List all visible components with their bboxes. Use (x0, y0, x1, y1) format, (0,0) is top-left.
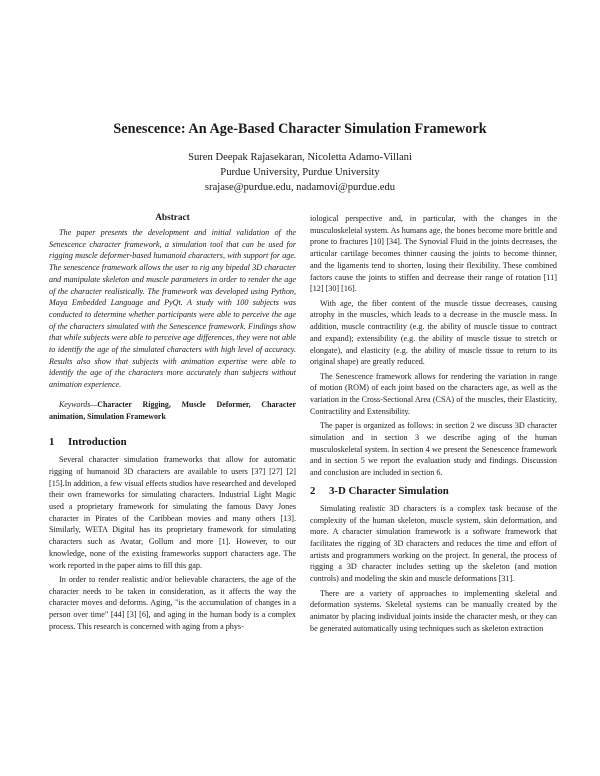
right-column (310, 213, 557, 637)
intro-paragraph-2: In order to render realistic and/or believable characters, the age of the character needs to be taken in consideration, as it affects the way the character moves and deforms. Aging, "is the accumulation of changes in a person over time" [44] [3] [6], and aging in the human body is a complex process. This research is concerned with aging from a phys- (49, 575, 296, 631)
section-title: 3-D Character Simulation (329, 484, 449, 497)
sim-paragraph-2: There are a variety of approaches to implementing skeletal and deformation systems. Skeletal systems can be manually created by the animator by placing individual joints inside the character mesh, or they can be generated automatically using techniques such as skeleton extraction (310, 588, 557, 633)
section-number: 2 (310, 484, 316, 497)
intro-paragraph-5: The paper is organized as follows: in section 2 we discuss 3D character simulation and in section 3 we describe aging of the human musculoskeletal system. In section 4 we present the Senescence framework and in section 5 we report the evaluation study and findings. Discussion and conclusion are included in section 6. (310, 421, 557, 478)
abstract-text: The paper presents the development and initial validation of the Senescence character framework, a simulation tool that can be used for rigging muscle deformer-based humanoid characters, with support for age. The senescence framework allows the user to rig any bipedal 3D character and manipulate skeleton and muscle parameters in order to render the age of the character realistically. The framework was developed using Python, Maya Embedded Language and PyQt. A study with 100 subjects was conducted to determine whether participants were able to perceive the age of the characters simulated with the Senescence framework. Findings show that while subjects were able to perceive age differences, they were not able to identify the age of the simulated characters with high level of accuracy. Results also show that subjects with animation expertise were able to identify the age of the characters more accurately than subjects without animation experience. (49, 228, 296, 390)
author-emails: srajase@purdue.edu, nadamovi@purdue.edu (204, 182, 396, 194)
intro-paragraph-4: The Senescence framework allows for rendering the variation in range of motion (ROM) of each joint based on the characters age, as well as the variation in the Cross-Sectional Area (CSA) of the muscles, their Elasticity, Contractility and Extensibility. (310, 371, 557, 416)
keywords-label: Keywords— (59, 399, 98, 409)
sim-paragraph-1: Simulating realistic 3D characters is a complex task because of the complexity of the human skeleton, muscle system, skin deformation, and more. A character simulation framework is a software framework that facilitates the rigging of 3D characters and reduces the time and effort of artists and programmers working on the project. In general, the process of rigging a 3D character includes setting up the skeleton (and motion controls) and modeling the skin and muscle deformations [31]. (310, 503, 557, 584)
section-title: Introduction (68, 436, 127, 449)
keywords-text: Character Rigging, Muscle Deformer, Character animation, Simulation Framework (49, 399, 296, 421)
author-affiliation: Purdue University, Purdue University (220, 167, 380, 179)
intro-paragraph-3: With age, the fiber content of the muscle tissue decreases, causing atrophy in the muscles, which leads to a decrease in the muscle mass. In addition, muscle contractility (e.g. the ability of muscle tissue to contract and expand); extensibility (e.g. the ability of muscle tissue to stretch or elongate), and elasticity (e.g. the ability of muscle tissue to return to its original shape) are greatly reduced. (310, 298, 557, 367)
intro-paragraph-2-continued: iological perspective and, in particular, with the changes in the musculoskeletal system. As humans age, the bones become more brittle and prone to fractures [10] [34]. The Synovial Fluid in the joints decreases, the articular cartilage becomes thinner causing the joints to become thinner, and the ligaments tend to shorten, losing their flexibility. These combined factors cause the joints to stiffen and decrease their range of rotation [11] [12] [30] [16]. (310, 214, 557, 294)
abstract-heading: Abstract (155, 213, 190, 223)
paper-title: Senescence: An Age-Based Character Simulation Framework (113, 121, 487, 137)
author-block (0, 150, 600, 196)
left-column (49, 212, 296, 635)
section-heading-introduction (49, 436, 296, 449)
author-names: Suren Deepak Rajasekaran, Nicoletta Adamo-Villani (188, 152, 412, 163)
keywords (49, 399, 296, 422)
section-heading-3d-character-simulation (310, 485, 557, 498)
intro-paragraph-1: Several character simulation frameworks that allow for automatic rigging of humanoid 3D characters are available to users [37] [27] [2] [15].In addition, a few visual effects studios have researched and developed their own frameworks for simulating characters. Industrial Light Magic used a proprietary framework for simulating the famous Davy Jones character in Pirates of the Caribbean movies and many others [13]. Similarly, WETA Digital has its proprietary framework for simulating characters such as Avatar, Gollum and more [1]. However, to our knowledge, none of the existing frameworks support characters age. The work reported in the paper aims to fill this gap. (49, 455, 296, 570)
section-number: 1 (49, 436, 55, 449)
